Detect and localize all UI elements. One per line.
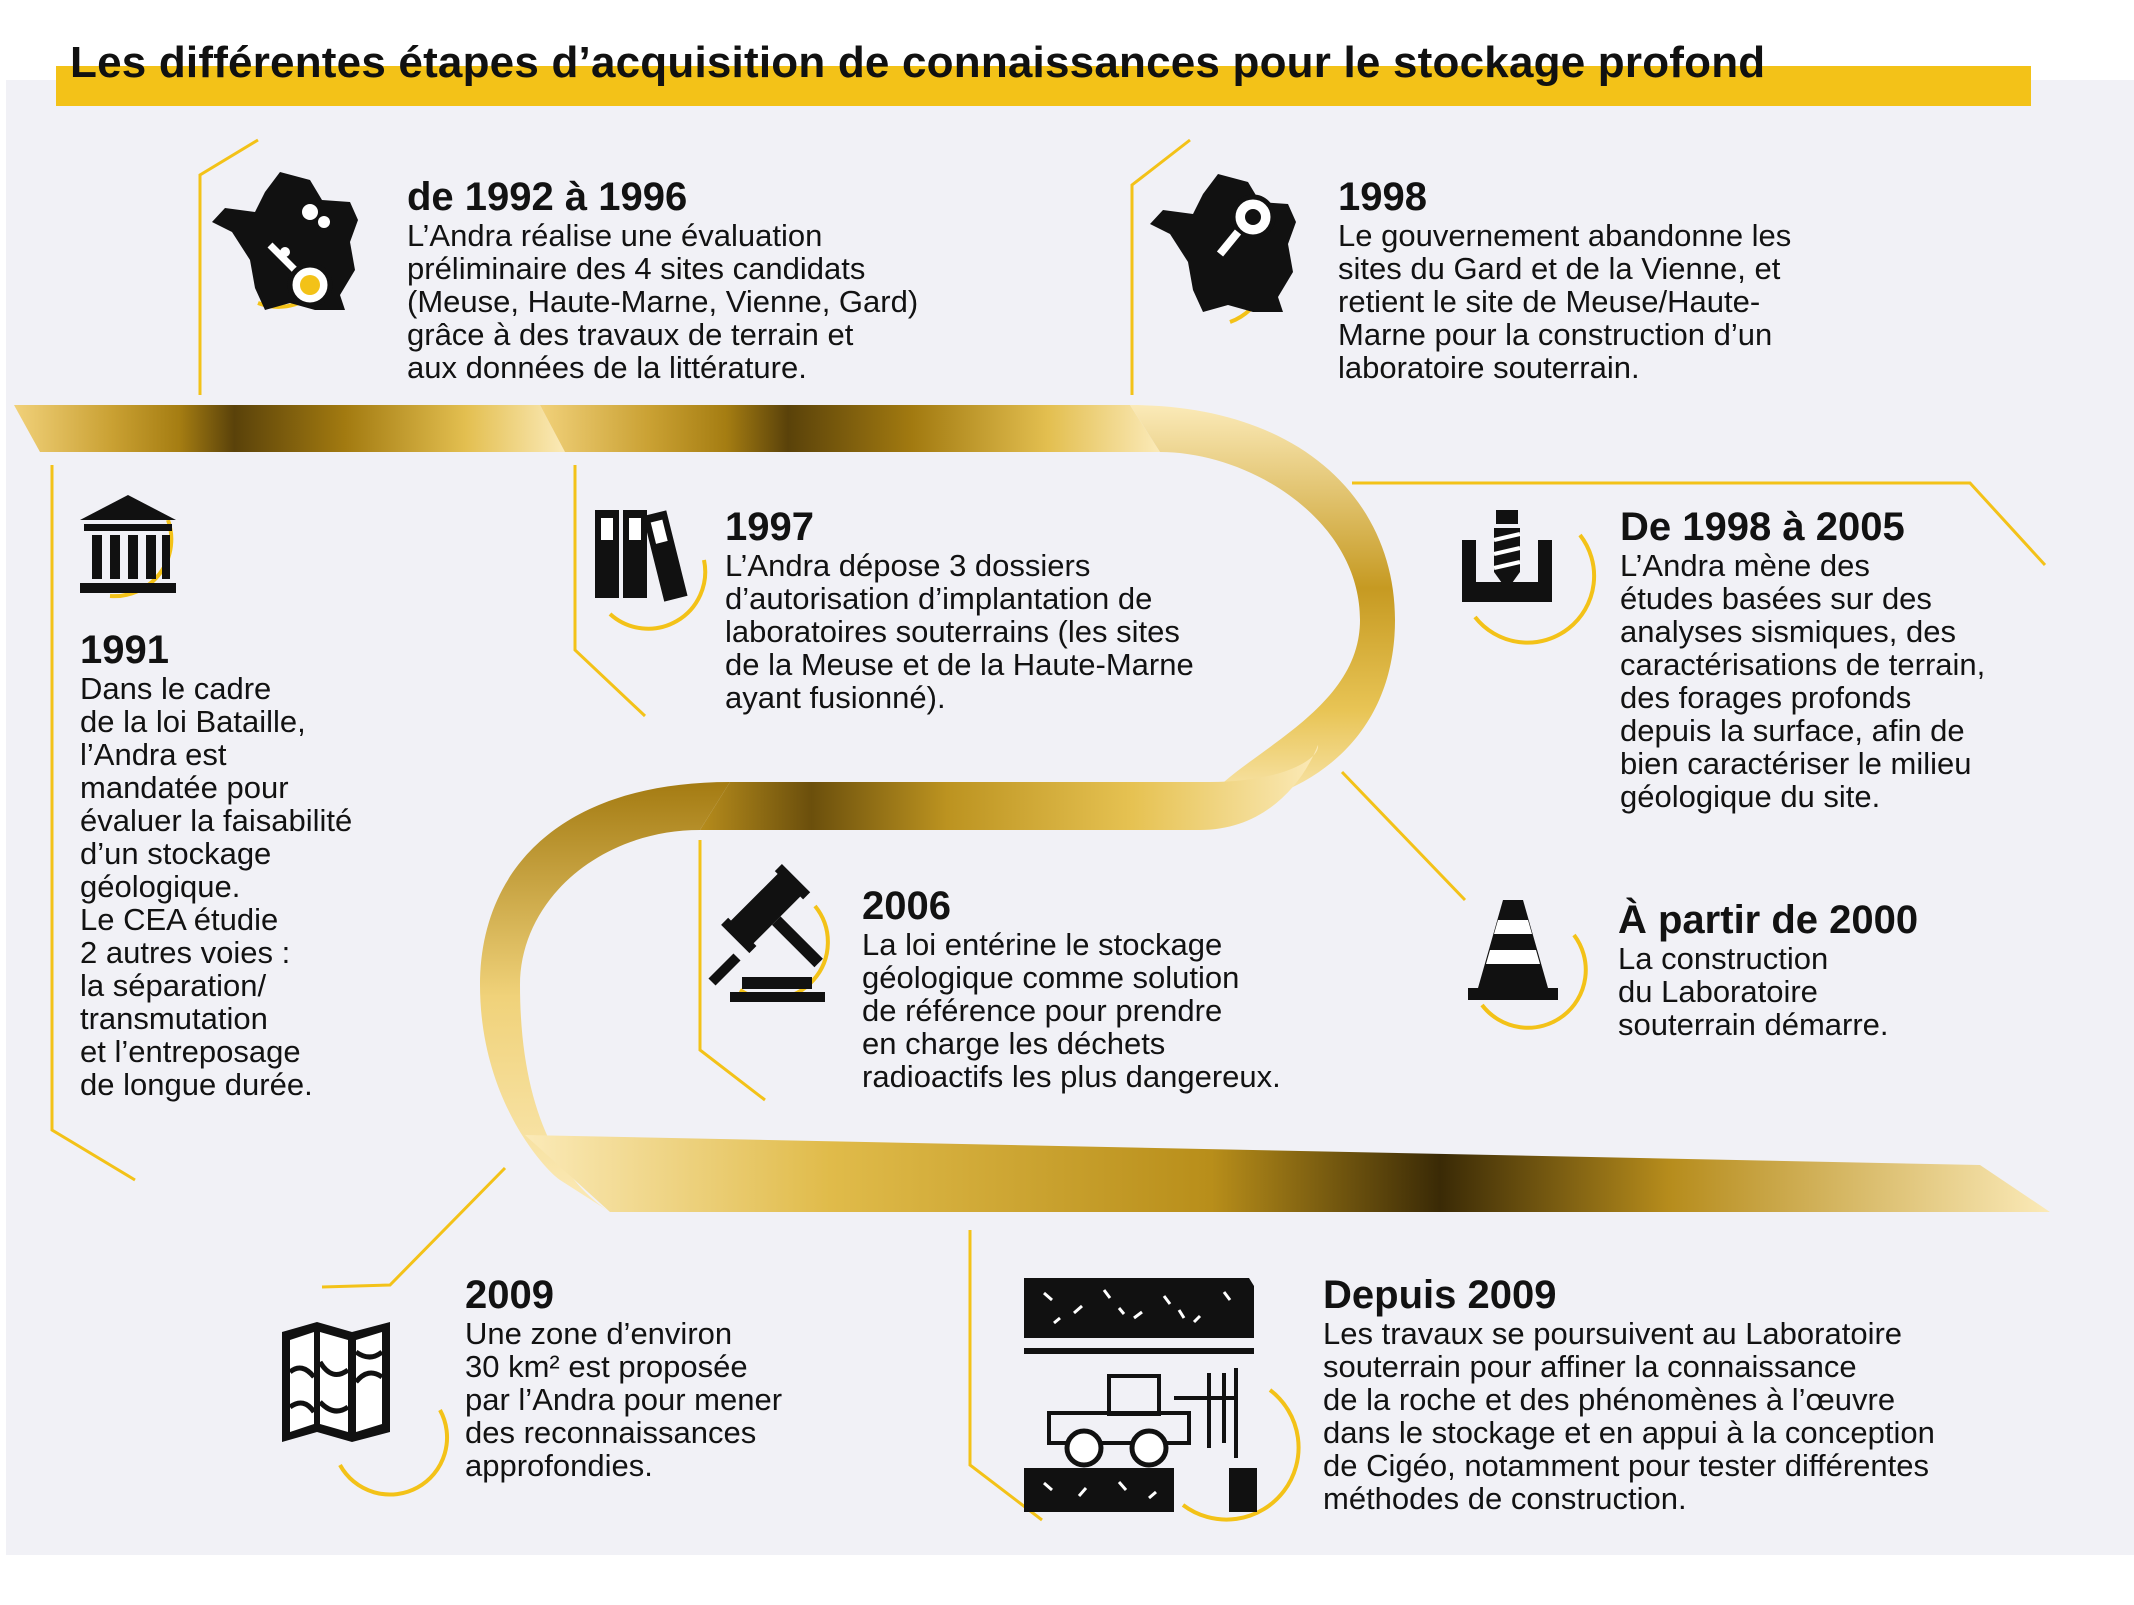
drill-icon [1462, 510, 1552, 602]
event-year: Depuis 2009 [1323, 1273, 1557, 1317]
event-1998-2005 [1620, 505, 1985, 813]
event-year: 1998 [1338, 175, 1427, 219]
event-year: 1997 [725, 505, 814, 549]
event-description: Dans le cadre de la loi Bataille, l’Andra est mandatée pour évaluer la faisabilité d’un stockage géologique. Le CEA étudie 2 autres voies : la séparation/ transmutation et l’entreposage de longue durée. [80, 671, 353, 1102]
event-description: Le gouvernement abandonne les sites du Gard et de la Vienne, et retient le site de Meuse/Haute- Marne pour la construction d’un laboratoire souterrain. [1338, 218, 1792, 385]
ribbon-top-left [14, 405, 565, 452]
event-1991 [80, 628, 352, 1101]
france-map-magnifier-icon [1150, 174, 1296, 312]
connector-2006 [700, 840, 765, 1100]
traffic-cone-icon [1468, 900, 1558, 1000]
event-year: À partir de 2000 [1618, 898, 1919, 942]
event-description: Une zone d’environ 30 km² est proposée par l’Andra pour mener des reconnaissances approfondies. [465, 1316, 783, 1483]
event-year: 2006 [862, 884, 951, 928]
event-2006 [862, 884, 1281, 1093]
event-year: 1991 [80, 628, 169, 672]
folded-map-icon [282, 1322, 390, 1442]
underground-drilling-machine-icon [1024, 1278, 1257, 1512]
event-year: de 1992 à 1996 [407, 175, 688, 219]
event-description: Les travaux se poursuivent au Laboratoire souterrain pour affiner la connaissance de la roche et des phénomènes à l’œuvre dans le stockage et en appui à la conception de Cigéo, notamment pour tester différentes méthodes de construction. [1323, 1316, 1935, 1516]
event-1998 [1338, 175, 1791, 384]
binders-icon [595, 510, 688, 602]
event-description: La construction du Laboratoire souterrain démarre. [1618, 941, 1889, 1042]
event-description: La loi entérine le stockage géologique comme solution de référence pour prendre en charge les déchets radioactifs les plus dangereux. [862, 927, 1281, 1094]
event-year: 2009 [465, 1273, 554, 1317]
event-description: L’Andra mène des études basées sur des analyses sismiques, des caractérisations de terrain, des forages profonds depuis la surface, afin de bien caractériser le milieu géologique du site. [1620, 548, 1986, 814]
event-description: L’Andra dépose 3 dossiers d’autorisation d’implantation de laboratoires souterrains (les sites de la Meuse et de la Haute-Marne ayant fusionné). [725, 548, 1194, 715]
ribbon-top-right [540, 405, 1160, 452]
event-1997 [725, 505, 1194, 714]
connector-1992-1996 [200, 140, 258, 395]
event-2000 [1618, 898, 1918, 1041]
ribbon-bottom [525, 1135, 2050, 1212]
connector-2000 [1342, 772, 1465, 900]
france-map-search-icon [212, 172, 358, 310]
connector-2009 [322, 1168, 505, 1287]
event-1992-1996 [407, 175, 918, 384]
institution-icon [80, 495, 176, 593]
connector-1998 [1132, 140, 1190, 395]
event-description: L’Andra réalise une évaluation préliminaire des 4 sites candidats (Meuse, Haute-Marne, Vienne, Gard) grâce à des travaux de terrain et aux données de la littérature. [407, 218, 919, 385]
page-title: Les différentes étapes d’acquisition de connaissances pour le stockage profond [70, 38, 1766, 87]
event-depuis-2009 [1323, 1273, 1935, 1515]
event-year: De 1998 à 2005 [1620, 505, 1905, 549]
event-2009 [465, 1273, 782, 1482]
